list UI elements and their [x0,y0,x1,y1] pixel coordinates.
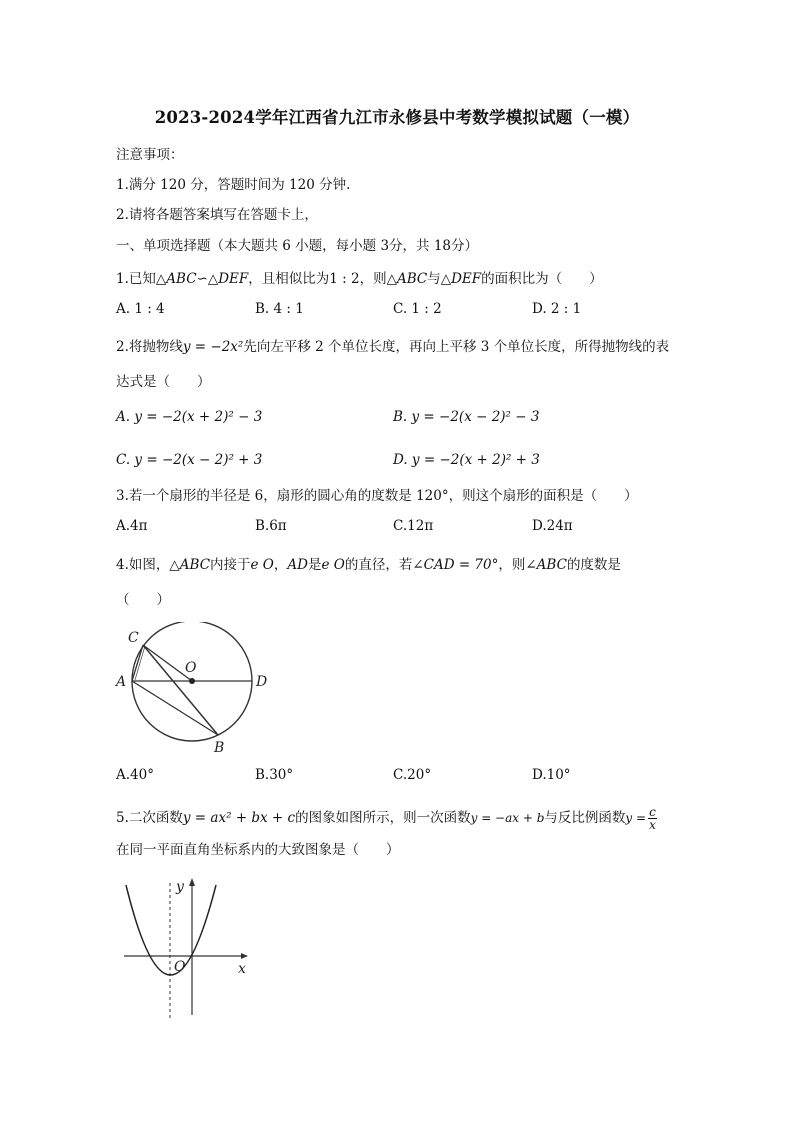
q2-option-a: A. y = −2(x + 2)² − 3 [116,409,263,425]
notice-item-1: 1.满分 120 分，答题时间为 120 分钟. [116,177,351,193]
fraction-c-over-x: $\frac{c}{x}$ [649,805,656,832]
parabola-curve [126,885,216,975]
label-b: B [214,740,225,756]
segment-ab [132,681,218,735]
q1-option-b: B. 4 : 1 [255,301,304,317]
segment-ca [132,645,143,681]
question-2-line-2: 达式是（ ） [116,374,211,390]
q1-option-a: A. 1 : 4 [116,301,165,317]
question-5: 5.二次函数y = ax² + bx + c的图象如图所示，则一次函数y = −ax + b与反比例函数y = $\frac{c}{x}$ [116,805,656,832]
label-d: D [256,674,268,690]
parabola-figure [118,875,258,1025]
q4-option-c: C.20° [393,767,432,783]
q4-option-a: A.40° [116,767,154,783]
circle-figure [110,622,290,762]
q3-option-a: A.4π [116,518,148,534]
question-2: 2.将抛物线y = −2x²先向左平移 2 个单位长度，再向上平移 3 个单位长度，所得抛物线的表 [116,339,670,355]
q4-option-d: D.10° [532,767,571,783]
question-5-line-2: 在同一平面直角坐标系内的大致图象是（ ） [116,842,400,858]
notice-item-2: 2.请将各题答案填写在答题卡上， [116,207,318,223]
segment-cb [143,645,218,735]
center-point [189,678,195,684]
q3-option-b: B.6π [255,518,287,534]
question-4: 4.如图，△ABC内接于e O，AD是e O的直径，若∠CAD = 70°，则∠ABC的度数是 [116,557,621,573]
q2-option-c: C. y = −2(x − 2)² + 3 [116,452,263,468]
q4-option-b: B.30° [255,767,294,783]
page-title: 2023-2024学年江西省九江市永修县中考数学模拟试题（一模） [154,108,640,127]
q3-option-c: C.12π [393,518,434,534]
y-axis-arrow [189,878,195,886]
q1-option-c: C. 1 : 2 [393,301,442,317]
label-o: O [185,660,197,676]
label-y: y [176,879,184,895]
q3-option-d: D.24π [532,518,573,534]
label-x: x [238,961,246,977]
label-c: C [128,630,139,646]
question-3: 3.若一个扇形的半径是 6，扇形的圆心角的度数是 120°，则这个扇形的面积是（ ） [116,488,638,504]
q2-option-b: B. y = −2(x − 2)² − 3 [393,409,540,425]
x-axis-arrow [241,953,248,959]
label-a: A [116,674,127,690]
question-4-line-2: （ ） [116,592,170,608]
q2-option-d: D. y = −2(x + 2)² + 3 [393,452,540,468]
q1-option-d: D. 2 : 1 [532,301,582,317]
question-1: 1.已知△ABC∽△DEF，且相似比为1 : 2，则△ABC与△DEF的面积比为（ ） [116,271,603,287]
section-heading: 一、单项选择题（本大题共 6 小题，每小题 3分，共 18分） [116,238,479,254]
label-o-origin: O [174,959,186,975]
notice-heading: 注意事项： [116,147,184,163]
